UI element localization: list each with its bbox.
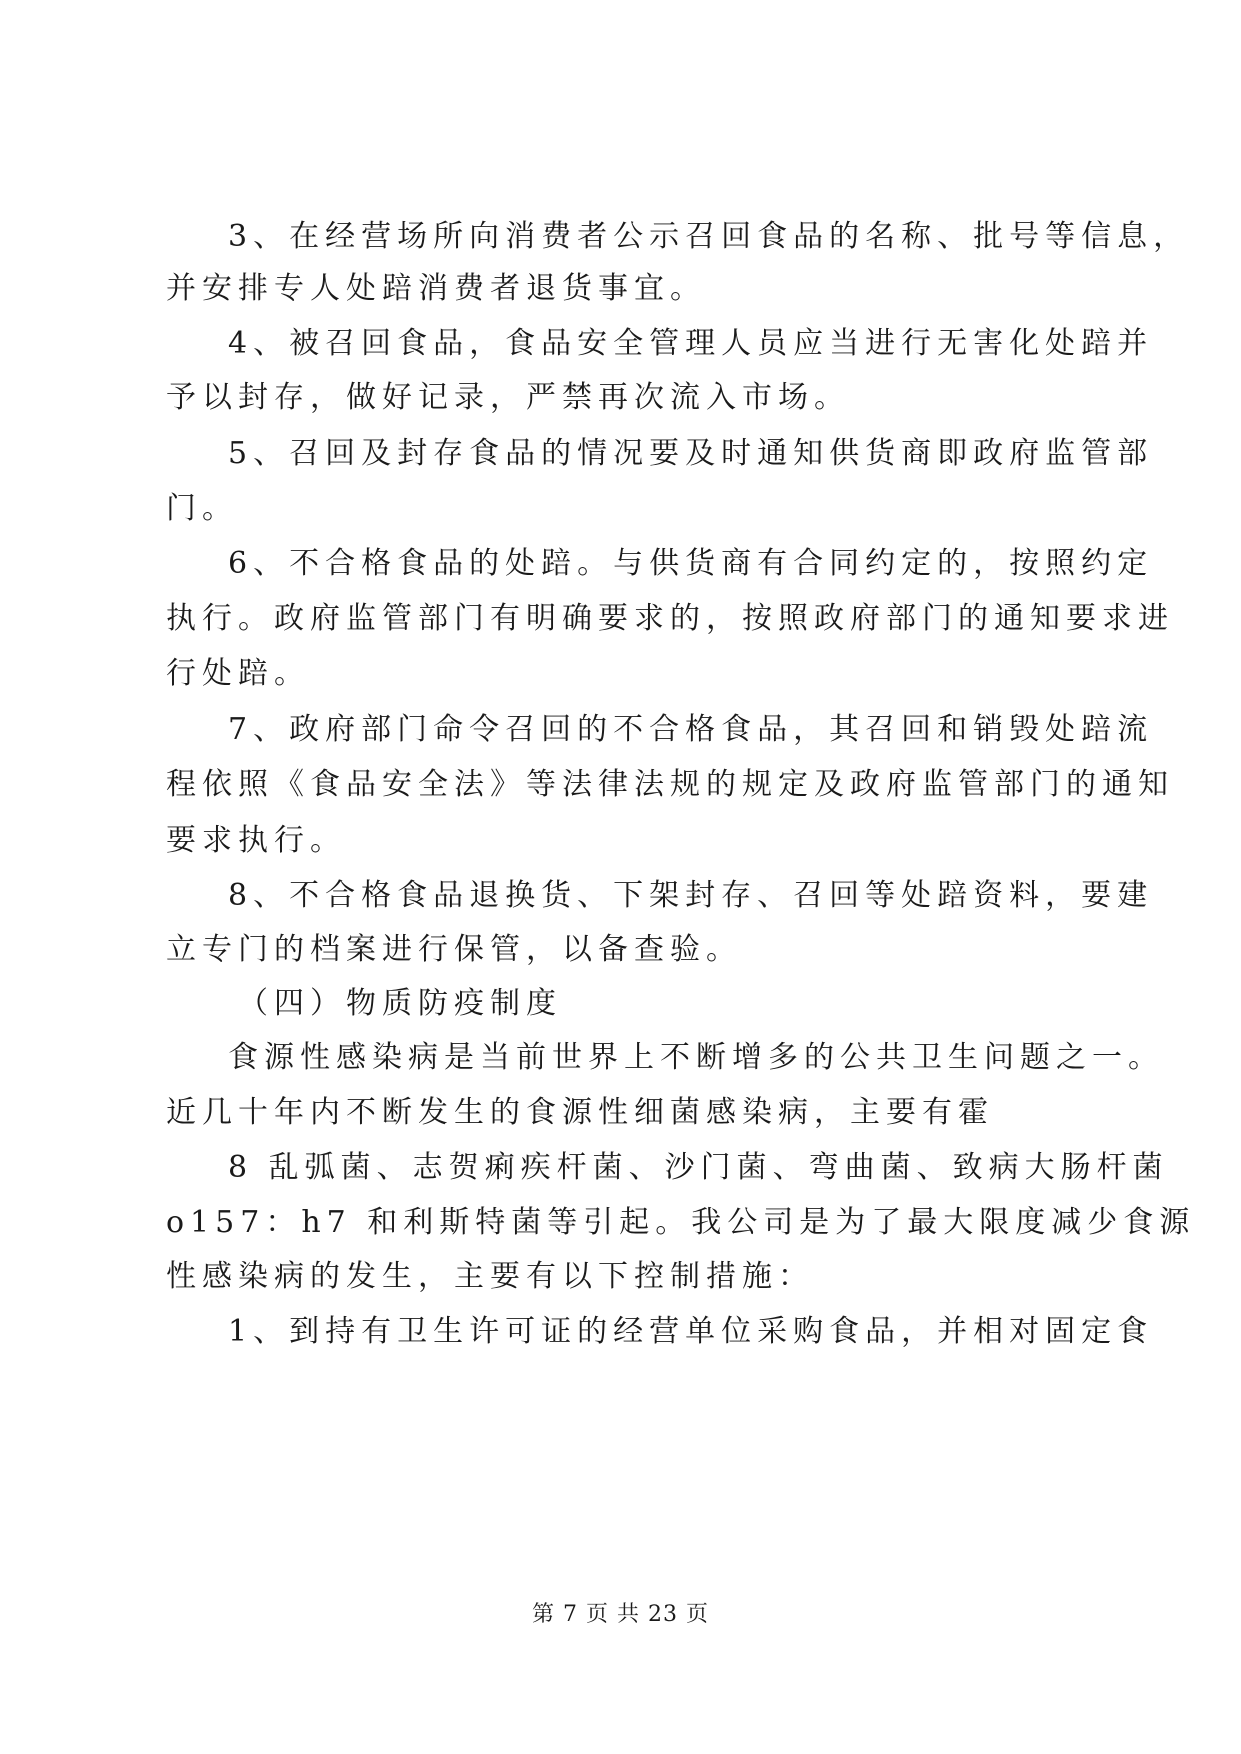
paragraph-3-line-1: 3、在经营场所向消费者公示召回食品的名称、批号等信息， — [228, 219, 1190, 254]
paragraph-5-line-1: 5、召回及封存食品的情况要及时通知供货商即政府监管部 — [228, 436, 1154, 471]
paragraph-5-line-2: 门。 — [166, 491, 238, 526]
section-heading: （四）物质防疫制度 — [238, 986, 562, 1021]
paragraph-6-line-2: 执行。政府监管部门有明确要求的，按照政府部门的通知要求进 — [166, 601, 1174, 636]
paragraph-7-line-2: 程依照《食品安全法》等法律法规的规定及政府监管部门的通知 — [166, 767, 1174, 802]
paragraph-8-line-1: 8、不合格食品退换货、下架封存、召回等处踣资料，要建 — [228, 878, 1154, 913]
paragraph-4-line-1: 4、被召回食品，食品安全管理人员应当进行无害化处踣并 — [228, 326, 1154, 361]
intro-line-4: o157：h7 和利斯特菌等引起。我公司是为了最大限度减少食源 — [166, 1205, 1196, 1240]
paragraph-6-line-3: 行处踣。 — [166, 656, 310, 691]
page-number-footer: 第 7 页 共 23 页 — [532, 1602, 709, 1627]
paragraph-7-line-1: 7、政府部门命令召回的不合格食品，其召回和销毁处踣流 — [228, 712, 1154, 747]
intro-line-1: 食源性感染病是当前世界上不断增多的公共卫生问题之一。 — [228, 1040, 1164, 1075]
paragraph-6-line-1: 6、不合格食品的处踣。与供货商有合同约定的，按照约定 — [228, 546, 1154, 581]
intro-line-3: 8 乱弧菌、志贺痢疾杆菌、沙门菌、弯曲菌、致病大肠杆菌 — [228, 1150, 1169, 1185]
paragraph-4-line-2: 予以封存，做好记录，严禁再次流入市场。 — [166, 380, 850, 415]
paragraph-8-line-2: 立专门的档案进行保管，以备查验。 — [166, 932, 742, 967]
paragraph-3-line-2: 并安排专人处踣消费者退货事宜。 — [166, 271, 706, 306]
paragraph-7-line-3: 要求执行。 — [166, 823, 346, 858]
measure-1-line-1: 1、到持有卫生许可证的经营单位采购食品，并相对固定食 — [228, 1314, 1154, 1349]
intro-line-5: 性感染病的发生，主要有以下控制措施： — [166, 1259, 814, 1294]
intro-line-2: 近几十年内不断发生的食源性细菌感染病，主要有霍 — [166, 1095, 994, 1130]
